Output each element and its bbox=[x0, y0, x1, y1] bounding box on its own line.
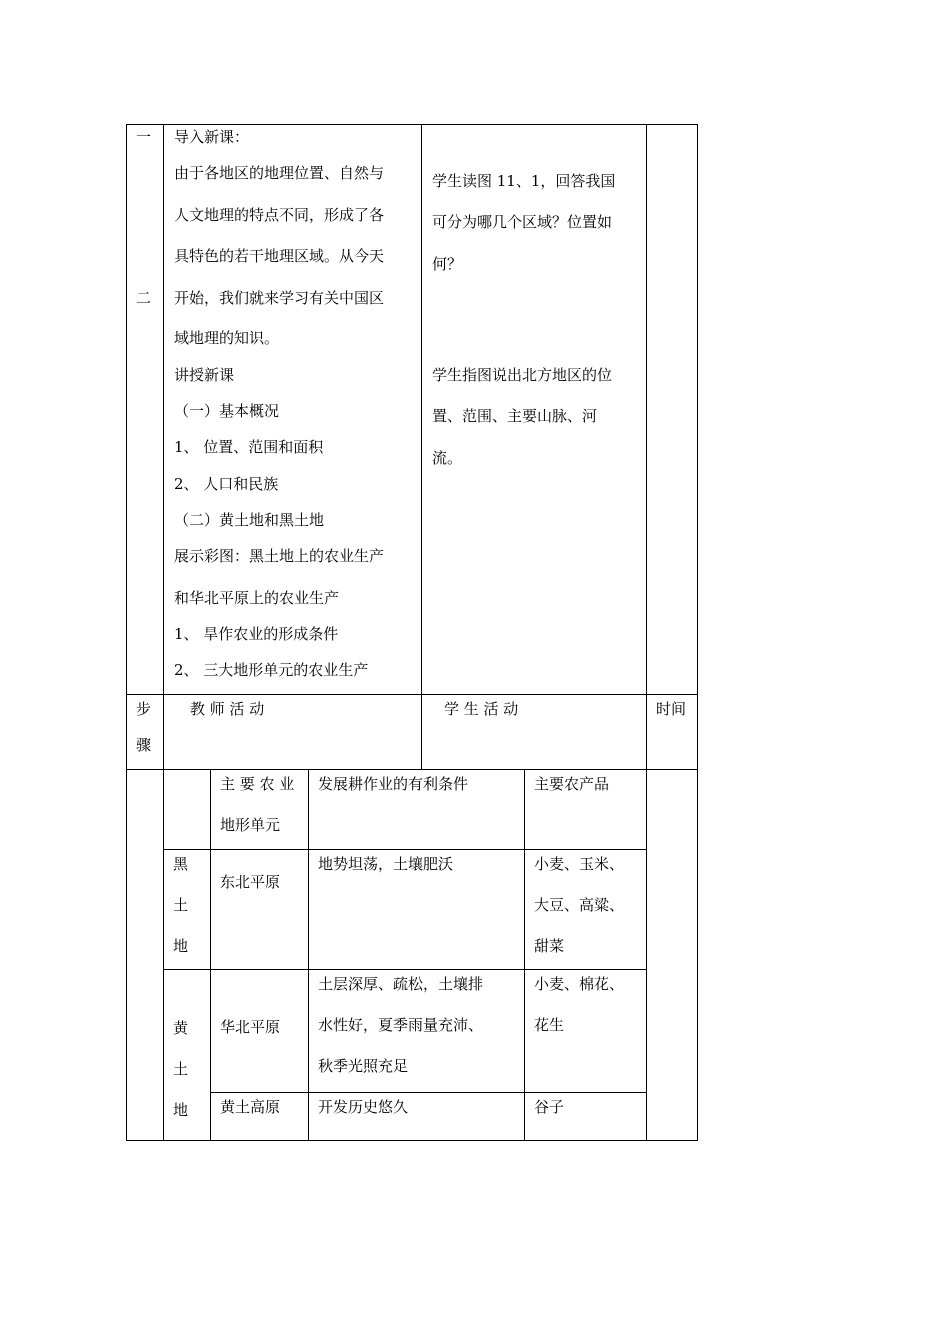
teacher-line: （二）黄土地和黑土地 bbox=[174, 511, 325, 529]
teacher-line: 1、 位置、范围和面积 bbox=[174, 438, 324, 456]
table-row-products: 谷子 bbox=[534, 1098, 565, 1116]
teacher-line: 具特色的若干地理区域。从今天 bbox=[174, 247, 385, 265]
teacher-line: （一）基本概况 bbox=[174, 402, 280, 420]
teacher-line: 导入新课： bbox=[174, 128, 250, 146]
header-time: 时间 bbox=[656, 700, 687, 718]
student-line: 学生读图 11、1，回答我国 bbox=[432, 172, 616, 190]
teacher-line: 和华北平原上的农业生产 bbox=[174, 589, 340, 607]
step-number-2: 二 bbox=[136, 289, 152, 307]
teacher-line: 开始，我们就来学习有关中国区 bbox=[174, 289, 385, 307]
header-step: 步 bbox=[136, 700, 152, 718]
group-label-black-soil: 土 bbox=[173, 896, 189, 914]
group-label-yellow-soil: 地 bbox=[173, 1101, 189, 1119]
table-row-unit: 华北平原 bbox=[220, 1018, 281, 1036]
teacher-line: 1、 旱作农业的形成条件 bbox=[174, 625, 339, 643]
student-line: 流。 bbox=[432, 449, 463, 467]
teacher-line: 展示彩图：黑土地上的农业生产 bbox=[174, 547, 385, 565]
header-student-activity: 学 生 活 动 bbox=[444, 700, 519, 718]
table-row-conditions: 开发历史悠久 bbox=[318, 1098, 409, 1116]
student-line: 何？ bbox=[432, 255, 463, 273]
table-row-products: 大豆、高粱、 bbox=[534, 896, 625, 914]
header-step: 骤 bbox=[136, 736, 152, 754]
col-head-conditions: 发展耕作业的有利条件 bbox=[318, 775, 469, 793]
table-row-conditions: 秋季光照充足 bbox=[318, 1057, 409, 1075]
col-head-terrain: 地形单元 bbox=[220, 816, 281, 834]
teacher-line: 2、 人口和民族 bbox=[174, 475, 279, 493]
teacher-line: 域地理的知识。 bbox=[174, 329, 280, 347]
student-line: 可分为哪几个区域？位置如 bbox=[432, 213, 613, 231]
table-row-conditions: 地势坦荡，土壤肥沃 bbox=[318, 855, 454, 873]
step-number-1: 一 bbox=[136, 128, 152, 146]
table-row-unit: 东北平原 bbox=[220, 873, 281, 891]
group-label-black-soil: 黑 bbox=[173, 855, 189, 873]
student-line: 学生指图说出北方地区的位 bbox=[432, 366, 613, 384]
table-row-unit: 黄土高原 bbox=[220, 1098, 281, 1116]
student-line: 置、范围、主要山脉、河 bbox=[432, 407, 598, 425]
col-head-terrain: 主 要 农 业 bbox=[220, 775, 295, 793]
group-label-black-soil: 地 bbox=[173, 937, 189, 955]
table-row-products: 小麦、棉花、 bbox=[534, 975, 625, 993]
group-label-yellow-soil: 黄 bbox=[173, 1019, 189, 1037]
group-label-yellow-soil: 土 bbox=[173, 1060, 189, 1078]
table-row-products: 小麦、玉米、 bbox=[534, 855, 625, 873]
table-row-conditions: 土层深厚、疏松，土壤排 bbox=[318, 975, 484, 993]
teacher-line: 讲授新课 bbox=[174, 366, 235, 384]
table-row-conditions: 水性好，夏季雨量充沛、 bbox=[318, 1016, 484, 1034]
teacher-line: 由于各地区的地理位置、自然与 bbox=[174, 164, 385, 182]
teacher-line: 人文地理的特点不同，形成了各 bbox=[174, 206, 385, 224]
table-row-products: 甜菜 bbox=[534, 937, 565, 955]
header-teacher-activity: 教 师 活 动 bbox=[190, 700, 265, 718]
table-row-products: 花生 bbox=[534, 1016, 565, 1034]
teacher-line: 2、 三大地形单元的农业生产 bbox=[174, 661, 369, 679]
col-head-products: 主要农产品 bbox=[534, 775, 610, 793]
